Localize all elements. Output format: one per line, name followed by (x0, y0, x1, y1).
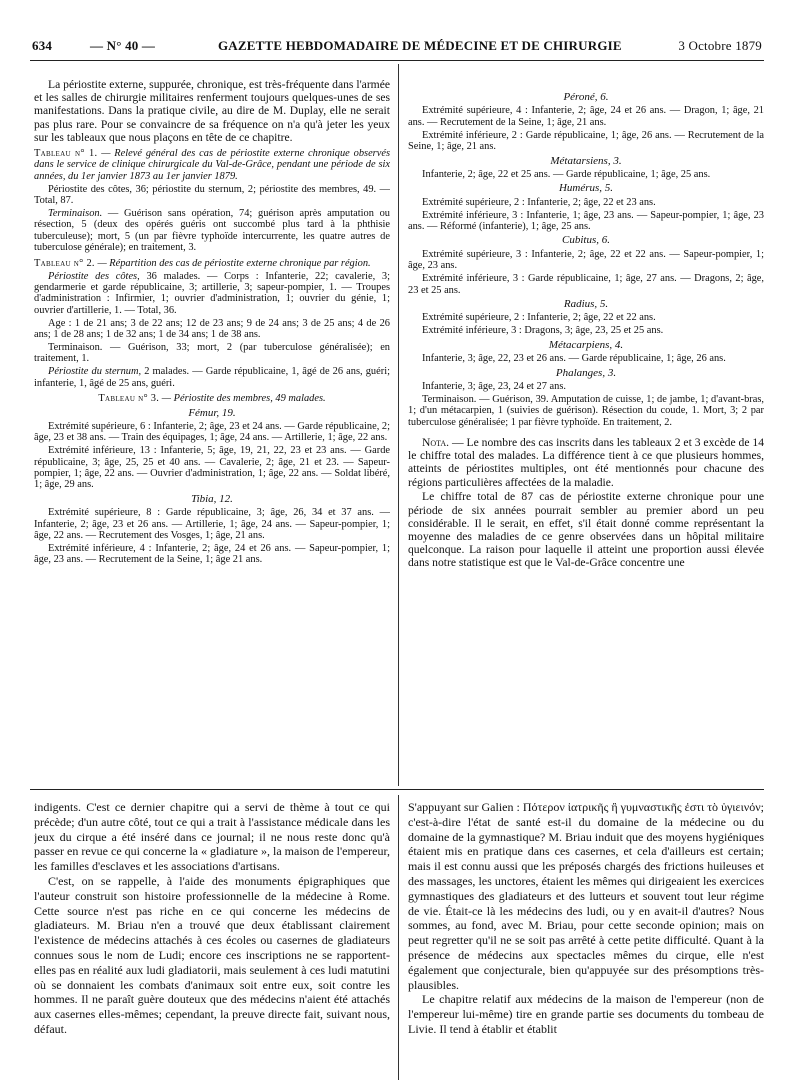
ribs-outcome: Terminaison. — Guérison, 33; mort, 2 (par tuberculose généralisée); en traitement, 1. (34, 342, 390, 365)
table-3-title: — Périostite des membres, 49 malades. (159, 393, 326, 405)
femur-lower: Extrémité inférieure, 13 : Infanterie, 5; âge, 19, 21, 22, 23 et 23 ans. — Garde républicaine, 3; âge, 25, 25 et 40 ans. — Cavalerie, 2; âge, 21 et 23. — Sapeur-pompier, 1; âge, 22 ans. — Ouvrier d'administration, 1; âge, 22 ans. — Soldat libéré, 1; âge, 29 ans. (34, 445, 390, 491)
limbs-outcome: Terminaison. — Guérison, 39. Amputation de cuisse, 1; de jambe, 1; d'avant-bras, 1; d'un métacarpien, 1 (suivies de guérison). Résection du coude, 1. Mort, 3; 2 par tuberculose généralisée; 1 par fièvre typhoïde. En traitement, 2. (408, 393, 764, 428)
total-cases-paragraph: Le chiffre total de 87 cas de périostite externe chronique pour une période de six années pourrait sembler au premier abord un peu considérable. Il le serait, en effet, s'il était donné comme représentant la moyenne des maladies de ce genre observées dans un hôpital militaire quelconque. La raison pour laquelle il atteint une proportion aussi élevée dans notre statistique est que le Val-de-Grâce concentre une (408, 490, 764, 570)
page-number: 634 (32, 38, 53, 53)
femur-upper: Extrémité supérieure, 6 : Infanterie, 2; âge, 23 et 24 ans. — Garde républicaine, 2; âge, 23 et 38 ans. — Train des équipages, 1; âge, 24 ans. — Artillerie, 1; âge, 22 ans. (34, 420, 390, 444)
phalanges-text: Infanterie, 3; âge, 23, 24 et 27 ans. (422, 380, 566, 392)
metatarsals-text: Infanterie, 2; âge, 22 et 25 ans. — Garde républicaine, 1; âge, 25 ans. (422, 168, 711, 180)
ribs-label: Périostite des côtes, (48, 270, 140, 282)
upper-right-column (408, 92, 764, 784)
table-1-title: — Relevé général des cas de périostite externe chronique observés dans le service de clinique chirurgicale du Val-de-Grâce, pendant une période de six années, du 1er janvier 1873 au 1er janvier 1879. (34, 148, 390, 182)
tibia-heading: Tibia, 12. (191, 492, 233, 505)
table-2-title: — Répartition des cas de périostite externe chronique par région. (94, 257, 371, 269)
sternum-entry (34, 366, 390, 389)
ulna-upper: Extrémité supérieure, 3 : Infanterie, 2; âge, 22 et 22 ans. — Sapeur-pompier, 1; âge, 23 ans. (408, 248, 764, 272)
table-3-caption (34, 393, 390, 404)
ribs-entry (34, 271, 390, 317)
humerus-heading: Humérus, 5. (558, 182, 614, 195)
ulna-heading: Cubitus, 6. (562, 234, 610, 247)
metacarpals-heading: Métacarpiens, 4. (548, 338, 624, 351)
tibia-lower: Extrémité inférieure, 4 : Infanterie, 2; âge, 24 et 26 ans. — Sapeur-pompier, 1; âge, 23 ans. — Recrutement de la Seine, 1; âge 21 ans. (34, 543, 390, 566)
fibula-upper: Extrémité supérieure, 4 : Infanterie, 2; âge, 24 et 26 ans. — Dragon, 1; âge, 21 ans. — Recrutement de la Seine, 1; âge, 21 ans. (408, 105, 764, 128)
table-1-outcome-label: Terminaison. (48, 208, 103, 220)
phalanges-heading: Phalanges, 3. (555, 366, 617, 379)
nota-label: Nota. (422, 436, 450, 450)
table-1-outcome-text: — Guérison sans opération, 74; guérison après amputation ou résection, 5 (deux des opérés guéris ont succombé plus tard à la phthisie tuberculeuse); mort, 5 (un par fièvre typhoïde intercurrente, les quatre autres de tuberculose générale); en traitement, 3. (34, 208, 390, 254)
metatarsals-heading: Métatarsiens, 3. (550, 154, 622, 167)
ribs-text: 36 malades. — Corps : Infanterie, 22; cavalerie, 3; gendarmerie et garde républicaine, 3; artillerie, 3; sapeur-pompier, 1. — Troupes d'administration : Infirmier, 1; ouvrier d'administration, 1; ouvrier du génie, 1; ouvrier d'artillerie, 1. — Total, 36. (34, 270, 390, 316)
lower-column-rule (398, 795, 399, 1080)
table-1-totals: Périostite des côtes, 36; périostite du sternum, 2; périostite des membres, 49. — Total, 87. (34, 183, 390, 207)
upper-left-column (34, 78, 390, 784)
radius-upper: Extrémité supérieure, 2 : Infanterie, 2; âge, 22 et 22 ans. (422, 312, 656, 324)
nota-paragraph (408, 436, 764, 489)
fibula-heading: Péroné, 6. (563, 92, 609, 103)
section-rule (30, 789, 764, 790)
header-rule (30, 60, 764, 61)
intro-paragraph: La périostite externe, suppurée, chronique, est très-fréquente dans l'armée et les salles de chirurgie militaires renferment toujours quelques-unes de ses manifestations. Dans la pratique civile, au dire de M. Duplay, elle ne serait pas plus rare. Pour se convaincre de sa fréquence on n'a qu'à jeter les yeux sur les tableaux que nous plaçons en tête de ce chapitre. (34, 78, 390, 144)
table-3-label: Tableau n° 3. (98, 393, 160, 405)
humerus-upper: Extrémité supérieure, 2 : Infanterie, 2; âge, 22 et 23 ans. (422, 196, 656, 208)
lower-right-column (408, 800, 764, 1080)
sternum-text: 2 malades. — Garde républicaine, 1, âgé de 26 ans, guéri; infanterie, 1, âgé de 25 ans, guéri. (34, 366, 390, 389)
humerus-lower: Extrémité inférieure, 3 : Infanterie, 1; âge, 23 ans. — Sapeur-pompier, 1; âge, 23 ans. — Réformé (infanterie), 1; âge, 25 ans. (408, 209, 764, 233)
table-2-label: Tableau n° 2. (34, 257, 95, 269)
table-1-outcome (34, 208, 390, 254)
lower-right-paragraph-1: S'appuyant sur Galien : Πότερον ἰατρικῆς ἢ γυμναστικῆς ἐστι τὸ ὑγιεινόν; c'est-à-dire l'état de santé est-il du domaine de la médecine ou du domaine de la gymnastique? M. Briau induit que des moyens hygiéniques étaient mis en pratique dans ces casernes, et cela d'ailleurs est certain; mais il est connu aussi que les préposés chargés des frictions huileuses et des massages, les unctores, étaient les mêmes qui dirigeaient les exercices gymnastiques des gladiateurs et des lutteurs et souvent tout leur régime de vie. Était-ce là les médecins des ludi, ou y en avait-il d'autres? Nous sommes, au fond, avec M. Briau, pour cette seconde opinion; mais on peut regretter qu'il ne se soit pas arrêté à cette petite difficulté. Quant à la présence de médecins aux spectacles mêmes du cirque, elle n'est également que conjecturale, bien qu'appuyée sur des présomptions très-plausibles. (408, 800, 764, 992)
femur-heading: Fémur, 19. (188, 406, 236, 419)
upper-column-rule (398, 64, 399, 786)
journal-title: GAZETTE HEBDOMADAIRE DE MÉDECINE ET DE CHIRURGIE (218, 38, 622, 53)
page-header (32, 38, 762, 58)
metacarpals-text: Infanterie, 3; âge, 22, 23 et 26 ans. — Garde républicaine, 1; âge, 26 ans. (422, 353, 726, 365)
table-2-caption (34, 258, 390, 269)
lower-left-column (34, 800, 390, 1080)
radius-lower: Extrémité inférieure, 3 : Dragons, 3; âge, 23, 25 et 25 ans. (422, 325, 664, 337)
lower-right-paragraph-2: Le chapitre relatif aux médecins de la maison de l'empereur (non de l'empereur lui-même) tire en grande partie ses documents du tombeau de Livie. Il tend à établir et établit (408, 992, 764, 1036)
lower-left-paragraph-1: indigents. C'est ce dernier chapitre qui a servi de thème à tout ce qui précède; d'un autre côté, tout ce qui a trait à l'assistance médicale dans les jeux du cirque a été inséré dans ce journal; il ne nous reste donc qu'à passer en revue ce qui concerne la « gladiature », la maison de l'empereur, les familles d'esclaves et les associations d'artisans. (34, 800, 390, 874)
sternum-label: Périostite du sternum, (48, 366, 142, 378)
table-1-caption (34, 148, 390, 182)
table-1-label: Tableau n° 1. (34, 148, 98, 160)
radius-heading: Radius, 5. (563, 298, 609, 310)
ulna-lower: Extrémité inférieure, 3 : Garde républicaine, 1; âge, 27 ans. — Dragons, 2; âge, 23 et 25 ans. (408, 273, 764, 296)
fibula-lower: Extrémité inférieure, 2 : Garde républicaine, 1; âge, 26 ans. — Recrutement de la Seine, 1; âge, 21 ans. (408, 129, 764, 153)
issue-number: — N° 40 — (90, 38, 156, 53)
tibia-upper: Extrémité supérieure, 8 : Garde républicaine, 3; âge, 26, 34 et 37 ans. — Infanterie, 2; âge, 23 et 26 ans. — Artillerie, 1; âge, 24 ans. — Sapeur-pompier, 1; âge, 22 ans. — Recrutement des Vosges, 1; âge, 21 ans. (34, 507, 390, 542)
issue-date: 3 Octobre 1879 (678, 38, 762, 53)
nota-text: — Le nombre des cas inscrits dans les tableaux 2 et 3 excède de 14 le chiffre total des malades. La différence tient à ce que plusieurs hommes, atteints de périostites multiples, ont été mentionnés pour chacune des régions particulières affectées de la maladie. (408, 436, 764, 489)
lower-left-paragraph-2: C'est, on se rappelle, à l'aide des monuments épigraphiques que l'auteur construit son histoire professionnelle de la médecine à Rome. Cette source n'est pas riche en ce qui concerne les médecins de gladiateurs. M. Briau n'en a trouvé que deux établissant clairement l'existence de médecins attachés à ces écoles ou casernes de gladiateurs connues sous le nom de Ludi; encore ces inscriptions ne se rapportent-elles pas en réalité aux ludi gladiatorii, mais seulement à ces ludi matutini où se donnaient les combats d'animaux soit entre eux, soit contre les hommes. Il ne paraît guère douteux que des médecins n'aient été attachés aux casernes elles-mêmes; cependant, la preuve directe fait, suivant nous, défaut. (34, 873, 390, 1036)
ribs-ages: Age : 1 de 21 ans; 3 de 22 ans; 12 de 23 ans; 9 de 24 ans; 3 de 25 ans; 4 de 26 ans; 1 de 28 ans; 1 de 32 ans; 1 de 34 ans; 1 de 38 ans. (34, 317, 390, 341)
